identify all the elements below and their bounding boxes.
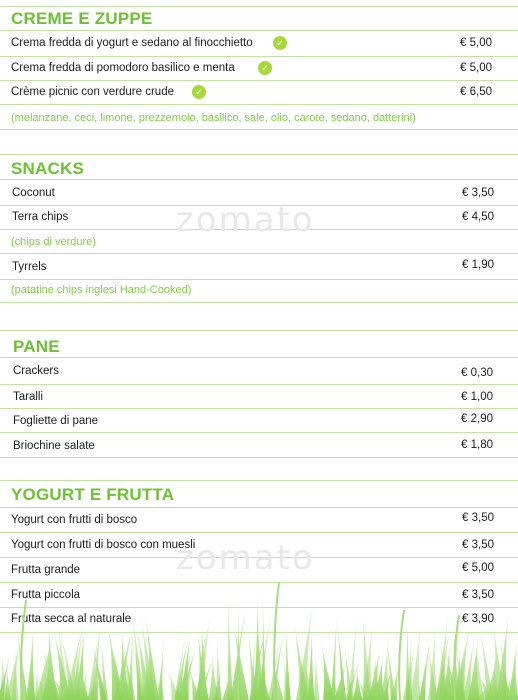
menu-item: Crema fredda di yogurt e sedano al finocchietto [11,37,253,49]
rule-line [0,6,518,7]
section-title-snacks: SNACKS [11,159,84,178]
menu-item: Crème picnic con verdure crude [11,86,174,98]
grass-blade [353,667,363,700]
rule-line [0,253,518,254]
rule-line [0,480,518,481]
rule-line [0,56,518,57]
watermark: zomato [176,538,315,578]
grass-blade [313,647,319,700]
menu-price: € 3,50 [462,187,494,199]
section-title-creme: CREME E ZUPPE [11,9,153,28]
menu-item: Crackers [13,365,60,377]
grass-blade [216,631,222,700]
rule-line [0,104,518,105]
grass-blade [131,608,144,700]
grass-illustration [0,570,518,700]
menu-price: € 1,90 [462,259,494,271]
menu-item: Tyrrels [12,261,47,273]
grass-blade [428,623,437,700]
rule-line [0,129,518,130]
menu-item: Crema fredda di pomodoro basilico e menta [11,62,235,74]
rule-line [0,357,518,358]
menu-price: € 5,00 [462,562,494,574]
menu-price: € 4,50 [462,211,494,223]
menu-item: Briochine salate [13,440,95,452]
menu-item: Fogliette di pane [13,415,99,427]
rule-line [0,457,518,458]
menu-item: Yogurt con frutti di bosco con muesli [11,539,196,551]
menu-item: Taralli [13,391,44,403]
watermark: zomato [176,200,315,240]
rule-line [0,384,518,385]
menu-item: Yogurt con frutti di bosco [11,514,138,526]
vegetarian-leaf-icon: ✓ [273,36,287,50]
menu-price: € 2,90 [461,413,493,425]
section-title-pane: PANE [13,337,60,356]
menu-price: € 1,00 [461,391,493,403]
menu-item: Terra chips [12,211,69,223]
section-title-yogurt: YOGURT E FRUTTA [11,485,175,504]
menu-price: € 1,80 [461,439,493,451]
rule-line [0,408,518,409]
menu-item: Coconut [12,187,55,199]
grass-stalk [399,610,404,700]
rule-line [0,179,518,180]
rule-line [0,532,518,533]
vegetarian-leaf-icon: ✓ [258,61,272,75]
rule-line [0,330,518,331]
ingredients-note: (chips di verdure) [11,236,96,248]
menu-price: € 6,50 [460,86,492,98]
rule-line [0,432,518,433]
rule-line [0,507,518,508]
menu-price: € 5,00 [460,37,492,49]
ingredients-note: (melanzane, ceci, limone, prezzemolo, basilico, sale, olio, carote, sedano, datterini) [11,112,416,124]
menu-price: € 5,00 [460,62,492,74]
menu-price: € 3,50 [462,539,494,551]
vegetarian-leaf-icon: ✓ [192,85,206,99]
ingredients-note: (patatine chips inglesi Hand-Cooked) [11,284,192,296]
rule-line [0,30,518,31]
grass-blade [34,659,39,700]
menu-item: Frutta grande [11,564,81,576]
grass-blade [331,609,337,700]
rule-line [0,80,518,81]
menu-price: € 0,30 [461,367,493,379]
menu-item: Frutta secca al naturale [11,613,132,625]
rule-line [0,302,518,303]
grass-blade [11,640,19,700]
rule-line [0,279,518,280]
menu-price: € 3,90 [462,613,494,625]
menu-price: € 3,50 [462,512,494,524]
menu-price: € 3,50 [462,589,494,601]
menu-item: Frutta piccola [11,589,81,601]
rule-line [0,154,518,155]
